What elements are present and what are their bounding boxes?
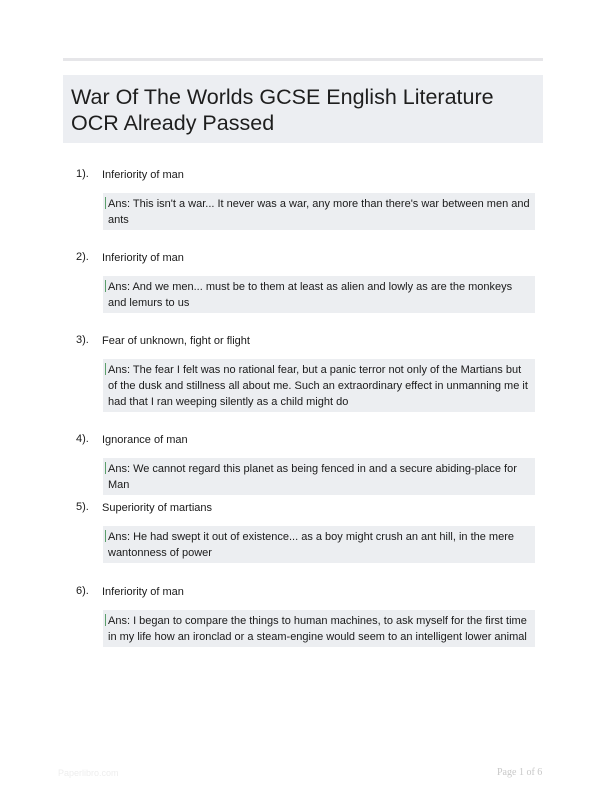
title-banner — [63, 75, 543, 143]
question-text: Superiority of martians — [102, 502, 213, 514]
question-text: Inferiority of man — [102, 586, 184, 598]
item-number: 1). — [76, 168, 89, 180]
answer-text: Ans: And we men... must be to them at least as alien and lowly as are the monkeys and lemurs to us — [108, 281, 513, 309]
answer-box — [103, 359, 535, 412]
item-number: 6). — [76, 585, 89, 597]
answer-text: Ans: This isn't a war... It never was a war, any more than there's war between men and ants — [108, 198, 530, 226]
question-text: Inferiority of man — [102, 252, 184, 264]
answer-accent-bar — [105, 614, 106, 626]
answer-box — [103, 276, 535, 313]
answer-accent-bar — [105, 530, 106, 542]
answer-text: Ans: We cannot regard this planet as being fenced in and a secure abiding-place for Man — [108, 463, 517, 491]
answer-box — [103, 526, 535, 563]
page-indicator: Page 1 of 6 — [497, 767, 543, 778]
item-number: 5). — [76, 501, 89, 513]
footer-watermark: Paperlibro.com — [58, 768, 119, 778]
answer-box — [103, 458, 535, 495]
question-text: Fear of unknown, fight or flight — [102, 335, 250, 347]
answer-text: Ans: He had swept it out of existence... as a boy might crush an ant hill, in the mere wantonness of power — [108, 531, 514, 559]
question-text: Inferiority of man — [102, 169, 184, 181]
answer-accent-bar — [105, 363, 106, 375]
item-number: 2). — [76, 251, 89, 263]
page-title: War Of The Worlds GCSE English Literature OCR Already Passed — [71, 85, 494, 135]
answer-accent-bar — [105, 197, 106, 209]
answer-box — [103, 193, 535, 230]
answer-accent-bar — [105, 280, 106, 292]
question-text: Ignorance of man — [102, 434, 188, 446]
item-number: 3). — [76, 334, 89, 346]
answer-text: Ans: The fear I felt was no rational fear, but a panic terror not only of the Martians but of the dusk and stillness all about me. Such an extraordinary effect in unmanning me it had that I ran weeping silently as a child might do — [108, 364, 528, 408]
top-divider — [63, 58, 543, 61]
answer-box — [103, 610, 535, 647]
answer-accent-bar — [105, 462, 106, 474]
answer-text: Ans: I began to compare the things to human machines, to ask myself for the first time in my life how an ironclad or a steam-engine would seem to an intelligent lower animal — [108, 615, 527, 643]
item-number: 4). — [76, 433, 89, 445]
